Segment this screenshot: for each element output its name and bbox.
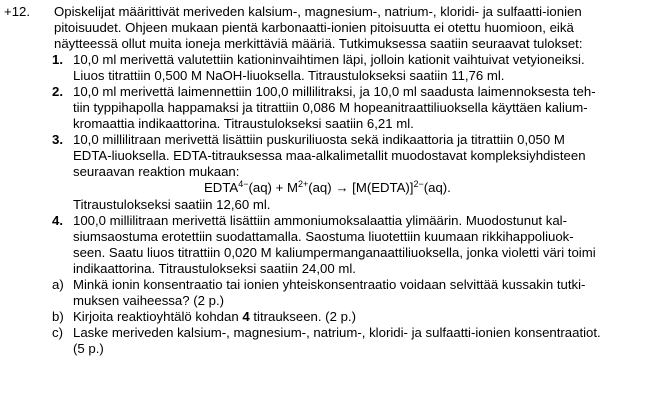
step-number: 4. [52, 213, 63, 228]
step-number: 3. [52, 132, 63, 147]
question-line: Laske meriveden kalsium-, magnesium-, natrium-, kloridi- ja sulfaatti-ionien konsentraatiot. [73, 325, 601, 340]
equation-edta-charge: 4− [238, 179, 249, 189]
step-line: indikaattorina. Titraustulokseksi saatiin 24,00 ml. [73, 261, 356, 276]
question-line: muksen vaiheessa? (2 p.) [73, 293, 224, 308]
question-marker: b) [52, 309, 64, 324]
step-line: EDTA-liuoksella. EDTA-titrauksessa maa-alkalimetallit muodostavat kompleksiyhdisteen [73, 148, 586, 163]
step-line: kromaattia indikaattorina. Titraustulokseksi saatiin 6,21 ml. [73, 116, 414, 131]
step-line: seen. Saatu liuos titrattiin 0,020 M kaliumpermanganaattiliuoksella, jonka violetti väri toimi [73, 245, 596, 260]
step-line: siumsaostuma erotettiin suodattamalla. Saostuma liuotettiin kuumaan rikkihappoliuok- [73, 229, 574, 244]
question-a [54, 277, 646, 309]
step-1 [54, 52, 646, 84]
question-text-before: Kirjoita reaktioyhtälö kohdan [73, 309, 243, 324]
question-line [73, 309, 646, 325]
question-text-after: titraukseen. (2 p.) [249, 309, 356, 324]
reaction-equation [73, 180, 646, 197]
task-body [54, 4, 646, 357]
question-marker: c) [52, 325, 63, 340]
question-step-ref: 4 [242, 309, 250, 324]
step-line: 10,0 ml merivettä laimennettiin 100,0 millilitraksi, ja 10,0 ml saadusta laimennoksesta teh- [73, 84, 596, 99]
step-line: 10,0 ml merivettä valutettiin kationinvaihtimen läpi, jolloin kationit vaihtuivat vetyioneiksi. [73, 52, 585, 67]
step-2 [54, 84, 646, 132]
equation-part3: (aq). [423, 180, 451, 195]
question-c [54, 325, 646, 357]
task-intro [54, 4, 646, 52]
question-b [54, 309, 646, 325]
intro-line: näytteessä ollut muita ioneja merkittäviä määriä. Tutkimuksessa saatiin seuraavat tulokset: [54, 36, 583, 51]
step-number: 2. [52, 84, 63, 99]
question-line: (5 p.) [73, 341, 104, 356]
step-number: 1. [52, 52, 63, 67]
step-line: Titraustulokseksi saatiin 12,60 ml. [73, 197, 271, 212]
task-number: +12. [4, 4, 31, 19]
step-line: seuraavan reaktion mukaan: [73, 164, 240, 179]
step-line: Liuos titrattiin 0,500 M NaOH-liuoksella. Titraustulokseksi saatiin 11,76 ml. [73, 68, 505, 83]
equation-part1: (aq) + M [248, 180, 298, 195]
step-4 [54, 213, 646, 277]
equation-edta: EDTA [204, 180, 239, 195]
intro-line: Opiskelijat määrittivät meriveden kalsium-, magnesium-, natrium-, kloridi- ja sulfaatti-ionien [54, 4, 582, 19]
question-marker: a) [52, 277, 64, 292]
equation-metal-charge: 2+ [297, 179, 309, 189]
step-line: 100,0 millilitraan merivettä lisättiin ammoniumoksalaattia ylimäärin. Muodostunut kal- [73, 213, 568, 228]
intro-line: pitoisuudet. Ohjeen mukaan pientä karbonaatti-ionien pitoisuutta ei otettu huomioon, eikä [54, 20, 574, 35]
step-3 [54, 132, 646, 213]
equation-part2: (aq) → [M(EDTA)] [308, 180, 414, 195]
equation-complex-charge: 2− [413, 179, 424, 189]
step-line: tiin typpihapolla happamaksi ja titrattiin 0,086 M hopeanitraattiliuoksella käyttäen kalium- [73, 100, 588, 115]
step-line: 10,0 millilitraan merivettä lisättiin puskuriliuosta sekä indikaattoria ja titrattiin 0,050 M [73, 132, 565, 147]
question-line: Minkä ionin konsentraatio tai ionien yhteiskonsentraatio voidaan selvittää kussakin tutki- [73, 277, 586, 292]
